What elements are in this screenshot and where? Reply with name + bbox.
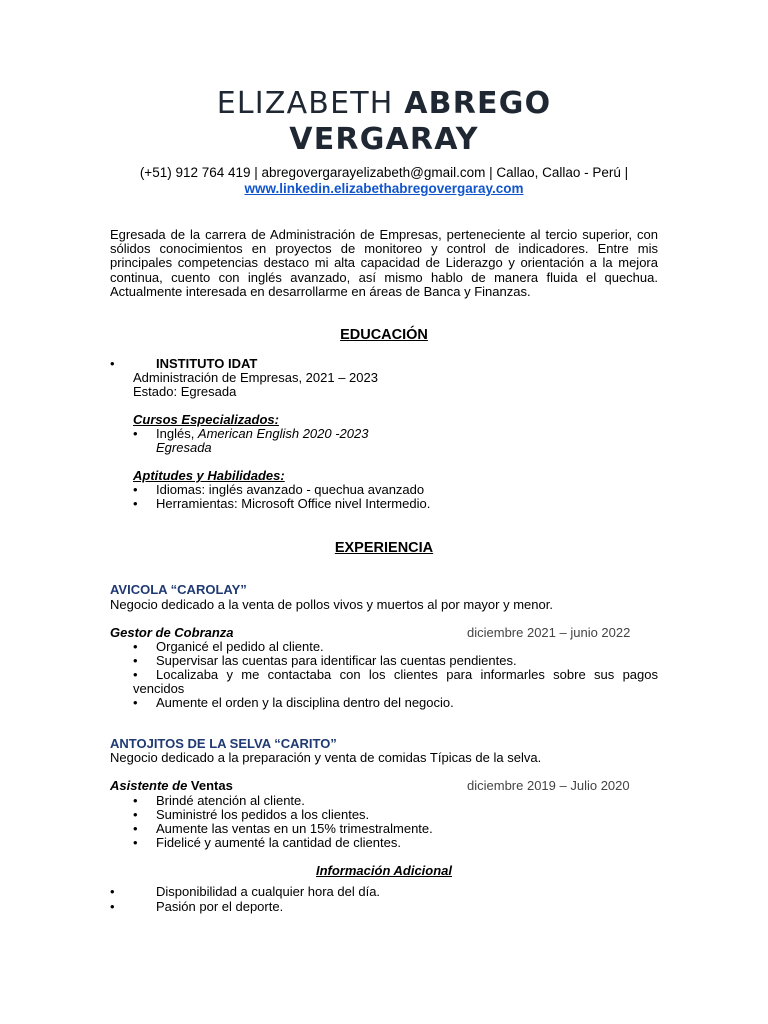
job-description: Negocio dedicado a la venta de pollos vivos y muertos al por mayor y menor. xyxy=(110,597,553,612)
course-status: Egresada xyxy=(156,440,212,455)
job-task: Aumente el orden y la disciplina dentro del negocio. xyxy=(156,695,454,710)
skill-bullet: • xyxy=(133,496,138,511)
skill-bullet: • xyxy=(133,482,138,497)
education-status: Estado: Egresada xyxy=(133,384,237,399)
job-task: Organicé el pedido al cliente. xyxy=(156,639,324,654)
experience-heading: EXPERIENCIA xyxy=(334,540,434,556)
job-dates: diciembre 2019 – Julio 2020 xyxy=(467,778,630,793)
additional-bullet: • xyxy=(110,884,115,899)
institution-name: INSTITUTO IDAT xyxy=(156,356,258,371)
task-bullet: • xyxy=(133,835,138,850)
skill-item: Idiomas: inglés avanzado - quechua avanzado xyxy=(156,482,425,497)
job-task: Localizaba y me contactaba con los clientes para informarles sobre sus pagos xyxy=(156,667,658,682)
task-bullet: • xyxy=(133,653,138,668)
additional-item: Disponibilidad a cualquier hora del día. xyxy=(156,884,381,899)
job-task-continued: vencidos xyxy=(133,681,185,696)
job-company: ANTOJITOS DE LA SELVA “CARITO” xyxy=(110,736,337,751)
task-bullet: • xyxy=(133,667,138,682)
job-role-italic: Asistente de xyxy=(110,778,188,793)
job-role: Gestor de Cobranza xyxy=(110,625,234,640)
job-task: Brindé atención al cliente. xyxy=(156,793,305,808)
education-career: Administración de Empresas, 2021 – 2023 xyxy=(133,370,378,385)
job-role-rest: Ventas xyxy=(187,778,233,793)
skills-heading: Aptitudes y Habilidades: xyxy=(133,468,285,483)
job-description: Negocio dedicado a la preparación y venta de comidas Típicas de la selva. xyxy=(110,750,542,765)
job-dates: diciembre 2021 – junio 2022 xyxy=(467,625,631,640)
first-name: ELIZABETH xyxy=(216,86,394,121)
institution-bullet: • xyxy=(110,356,115,371)
courses-heading: Cursos Especializados: xyxy=(133,412,279,427)
education-heading: EDUCACIÓN xyxy=(340,327,428,343)
task-bullet: • xyxy=(133,793,138,808)
last-name-1: ABREGO xyxy=(404,86,552,121)
linkedin-link[interactable]: www.linkedin.elizabethabregovergaray.com xyxy=(244,181,524,196)
job-task: Suministré los pedidos a los clientes. xyxy=(156,807,370,822)
additional-bullet: • xyxy=(110,899,115,914)
job-company: AVICOLA “CAROLAY” xyxy=(110,582,247,597)
additional-heading: Información Adicional xyxy=(315,863,453,878)
last-name-2: VERGARAY xyxy=(289,122,479,157)
contact-line: (+51) 912 764 419 | abregovergarayelizabeth@gmail.com | Callao, Callao - Perú | xyxy=(139,165,629,180)
task-bullet: • xyxy=(133,639,138,654)
course-prefix: Inglés, xyxy=(156,426,198,441)
course-title: American English 2020 -2023 xyxy=(197,426,369,441)
job-task: Aumente las ventas en un 15% trimestralmente. xyxy=(156,821,433,836)
task-bullet: • xyxy=(133,821,138,836)
profile-summary: Egresada de la carrera de Administración de Empresas, perteneciente al tercio superior, con sólidos conocimientos en proyectos de monitoreo y control de indicadores. Entre mis principales competencias destaco mi alta capacidad de Liderazgo y orientación a la mejora continua, cuento con inglés avanzado, así mismo hablo de manera fluida el quechua. Actualmente interesada en desarrollarme en áreas de Banca y Finanzas. xyxy=(110,227,658,299)
task-bullet: • xyxy=(133,695,138,710)
name-line-2 xyxy=(0,122,768,158)
job-role xyxy=(110,779,233,793)
job-task: Fidelicé y aumenté la cantidad de clientes. xyxy=(156,835,401,850)
job-task: Supervisar las cuentas para identificar las cuentas pendientes. xyxy=(156,653,517,668)
course-bullet: • xyxy=(133,426,138,441)
skill-item: Herramientas: Microsoft Office nivel Intermedio. xyxy=(156,496,431,511)
task-bullet: • xyxy=(133,807,138,822)
name-line-1 xyxy=(0,86,768,122)
additional-item: Pasión por el deporte. xyxy=(156,899,284,914)
